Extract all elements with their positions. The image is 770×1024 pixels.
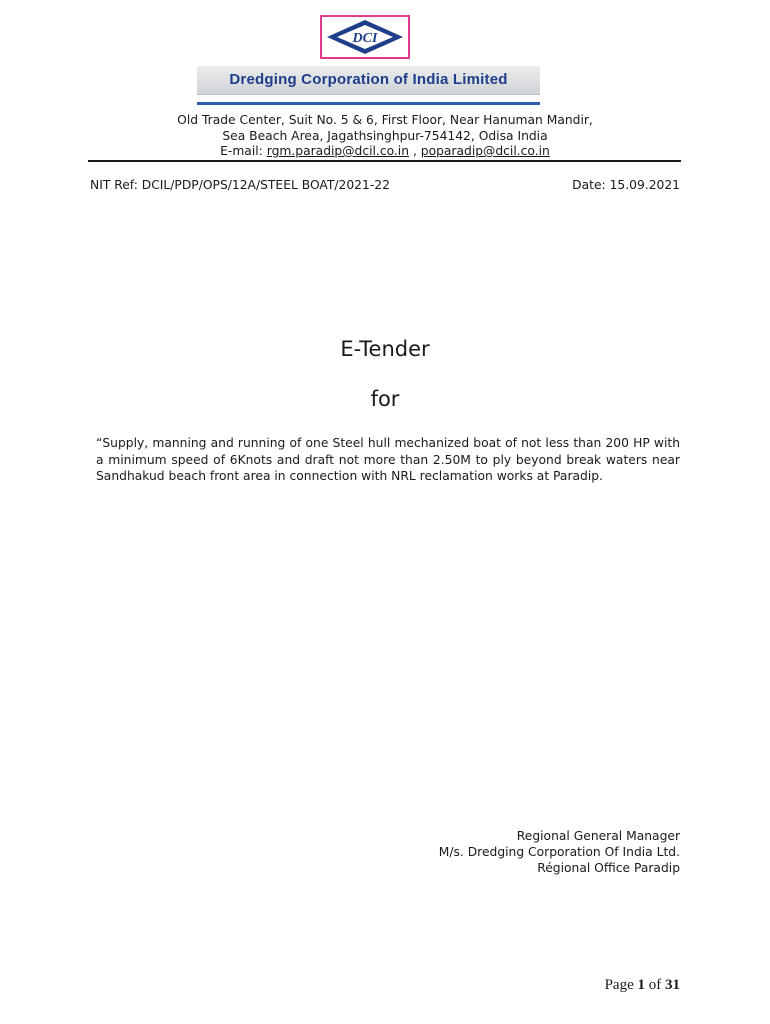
signatory-company: M/s. Dredging Corporation Of India Ltd. xyxy=(438,845,680,859)
page-of: of xyxy=(645,977,665,993)
header-divider xyxy=(88,160,681,162)
company-banner xyxy=(197,66,540,106)
email-separator: , xyxy=(409,144,421,158)
page-total: 31 xyxy=(665,977,680,993)
signatory-title: Regional General Manager xyxy=(516,829,680,843)
signature-block xyxy=(439,828,680,876)
company-logo xyxy=(320,15,410,59)
dci-diamond-icon xyxy=(323,18,407,56)
address-block xyxy=(90,113,680,160)
signatory-office: Régional Office Paradip xyxy=(537,861,680,875)
email-label: E-mail: xyxy=(220,144,267,158)
title-for: for xyxy=(370,387,400,411)
nit-reference: NIT Ref: DCIL/PDP/OPS/12A/STEEL BOAT/2021-22 xyxy=(90,178,390,192)
email-line xyxy=(90,144,680,160)
document-date: Date: 15.09.2021 xyxy=(572,178,680,192)
address-line-1: Old Trade Center, Suit No. 5 & 6, First Floor, Near Hanuman Mandir, xyxy=(177,113,593,127)
page-number xyxy=(605,977,680,994)
document-title: E-Tender xyxy=(340,337,430,361)
banner-rule xyxy=(197,102,540,105)
address-line-2: Sea Beach Area, Jagathsinghpur-754142, Odisa India xyxy=(222,128,548,143)
page-current: 1 xyxy=(637,977,645,993)
tender-description: “Supply, manning and running of one Steel hull mechanized boat of not less than 200 HP with a minimum speed of 6Knots and draft not more than 2.50M to ply beyond break waters near Sandhakud beach front area in connection with NRL reclamation works at Paradip. xyxy=(96,436,680,483)
logo-lettering: DCI xyxy=(352,31,378,46)
page-prefix: Page xyxy=(604,977,638,993)
company-name: Dredging Corporation of India Limited xyxy=(229,71,508,88)
email-link-po[interactable]: poparadip@dcil.co.in xyxy=(420,144,550,158)
email-link-rgm[interactable]: rgm.paradip@dcil.co.in xyxy=(266,144,410,158)
